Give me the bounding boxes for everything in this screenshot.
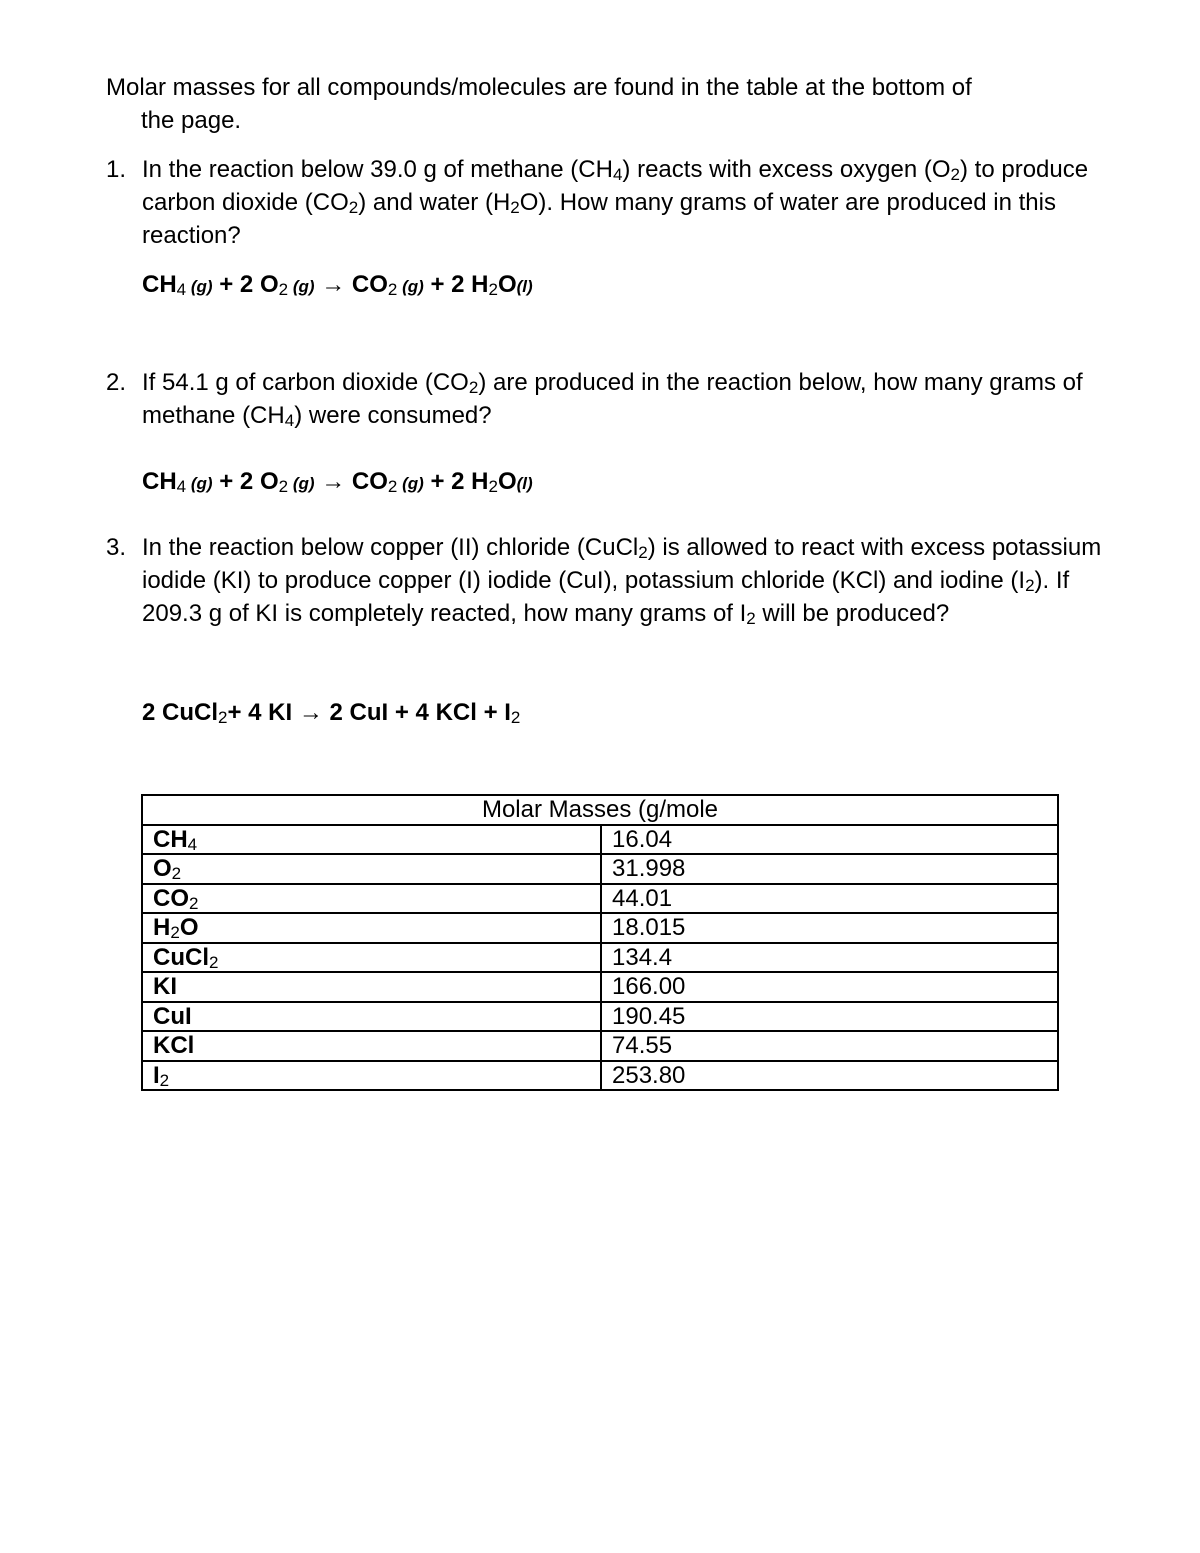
molar-mass-cell: 16.04 [601,825,1058,855]
table-row [142,1061,1058,1091]
table-header-row [142,795,1058,825]
molar-mass-cell: 166.00 [601,972,1058,1002]
compound-cell: CuCl$_2$ [142,943,601,973]
question-2-equation: $CH_4$ (g) + 2 $O_2$ $(g) \to CO_2$ (g) + 2 $H_2O(l)$ [142,468,533,496]
molar-mass-cell: 18.015 [601,913,1058,943]
molar-mass-cell: 134.4 [601,943,1058,973]
question-3-number: 3. [106,534,127,561]
question-1-number: 1. [106,156,127,183]
question-2-text: If 54.1 g of carbon dioxide $(CO_2)$ are produced in the reaction below, how many grams of methane $(CH_4)$ were consumed? [142,369,1083,430]
question-1-equation: $CH_4$ (g) + 2 $O_2$ $(g) \to CO_2$ (g) + 2 $H_2O(l)$ [142,271,533,299]
compound-cell: $H_2O$ [142,913,601,943]
compound-cell: CuI [142,1002,601,1032]
molar-mass-cell: 31.998 [601,854,1058,884]
table-row [142,884,1058,914]
table-row [142,1031,1058,1061]
molar-mass-cell: 190.45 [601,1002,1058,1032]
question-3-equation: 2 CuCl$_2$+ 4 KI → 2 CuI + 4 KCl + $I_2$ [142,699,521,727]
question-1-text: In the reaction below 39.0 g of methane $(CH_4)$ reacts with excess oxygen $(O_2)$ to produce carbon dioxide $(CO_2)$ and water $(H_2O)$. How many grams of water are produced in this reaction? [142,156,1089,249]
compound-cell: $I_2$ [142,1061,601,1091]
table-row [142,972,1058,1002]
molar-mass-cell: 74.55 [601,1031,1058,1061]
compound-cell: KCl [142,1031,601,1061]
compound-cell: KI [142,972,601,1002]
compound-cell: $O_2$ [142,854,601,884]
molar-mass-cell: 44.01 [601,884,1058,914]
question-2-number: 2. [106,369,127,396]
compound-cell: $CH_4$ [142,825,601,855]
table-row [142,1002,1058,1032]
table-row [142,943,1058,973]
intro-line-2: the page. [141,107,242,134]
intro-line-1: Molar masses for all compounds/molecules are found in the table at the bottom of [106,74,972,101]
table-row [142,913,1058,943]
question-3-text: In the reaction below copper (II) chloride (CuCl$_2$) is allowed to react with excess potassium iodide (KI) to produce copper (I) iodide (CuI), potassium chloride (KCl) and iodine $(I_2)$. If 209.3 g of KI is completely reacted, how many grams of $I_2$ will be produced? [142,534,1102,628]
molar-mass-table [141,794,1059,1091]
table-header: Molar Masses (g/mole [142,795,1058,825]
molar-mass-cell: 253.80 [601,1061,1058,1091]
compound-cell: $CO_2$ [142,884,601,914]
intro-text [106,71,1116,137]
table-row [142,825,1058,855]
table-row [142,854,1058,884]
